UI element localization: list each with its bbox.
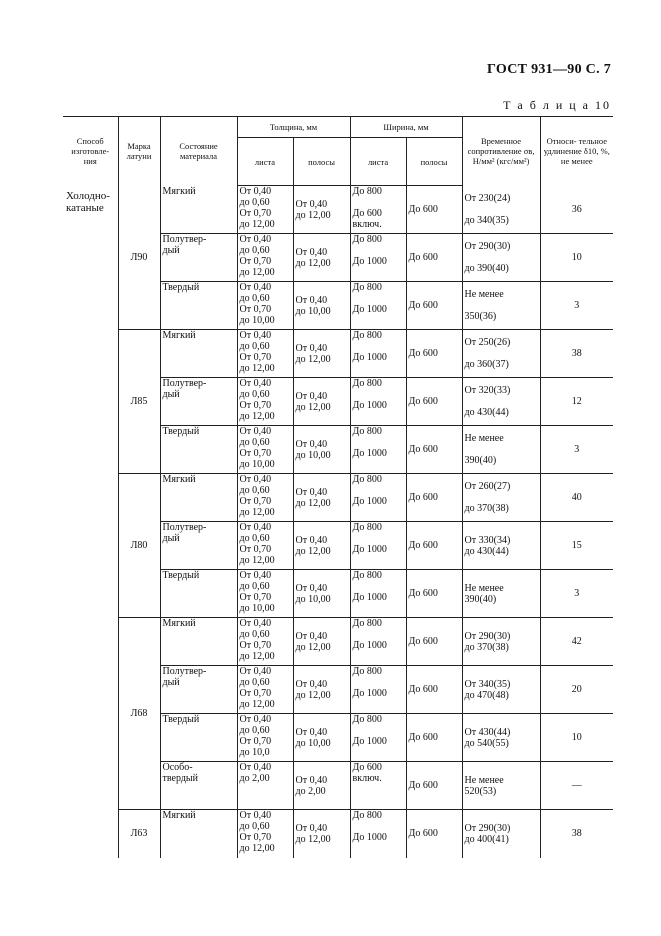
grade-cell: Л63 bbox=[118, 810, 160, 858]
strength-cell: От 340(35) до 470(48) bbox=[462, 666, 540, 714]
state-cell: Мягкий bbox=[160, 330, 237, 378]
strength-cell: От 290(30) до 390(40) bbox=[462, 234, 540, 282]
state-cell: Мягкий bbox=[160, 186, 237, 234]
col-width-sheets: листа bbox=[350, 138, 406, 186]
elongation-cell: 38 bbox=[540, 810, 613, 858]
width-strip-cell: До 600 bbox=[406, 426, 462, 474]
width-sheet-cell: До 800 До 1000 bbox=[350, 570, 406, 618]
width-strip-cell: До 600 bbox=[406, 522, 462, 570]
strength-cell: От 330(34) до 430(44) bbox=[462, 522, 540, 570]
strength-cell: Не менее 390(40) bbox=[462, 426, 540, 474]
thickness-strip-cell: От 0,40 до 12,00 bbox=[293, 186, 350, 234]
thickness-sheet-cell: От 0,40 до 0,60 От 0,70 до 12,00 bbox=[237, 522, 293, 570]
elongation-cell: — bbox=[540, 762, 613, 810]
elongation-cell: 10 bbox=[540, 234, 613, 282]
document-reference: ГОСТ 931—90 С. 7 bbox=[487, 62, 611, 77]
width-strip-cell: До 600 bbox=[406, 234, 462, 282]
thickness-sheet-cell: От 0,40 до 0,60 От 0,70 до 12,00 bbox=[237, 810, 293, 858]
state-cell: Полутвер- дый bbox=[160, 522, 237, 570]
elongation-cell: 36 bbox=[540, 186, 613, 234]
thickness-strip-cell: От 0,40 до 12,00 bbox=[293, 474, 350, 522]
table-row bbox=[63, 618, 613, 666]
state-cell: Мягкий bbox=[160, 810, 237, 858]
thickness-strip-cell: От 0,40 до 10,00 bbox=[293, 570, 350, 618]
width-sheet-cell: До 600 включ. bbox=[350, 762, 406, 810]
width-sheet-cell: До 800 До 1000 bbox=[350, 522, 406, 570]
thickness-strip-cell: От 0,40 до 12,00 bbox=[293, 378, 350, 426]
brass-properties-table bbox=[63, 116, 613, 858]
strength-cell: От 430(44) до 540(55) bbox=[462, 714, 540, 762]
thickness-sheet-cell: От 0,40 до 0,60 От 0,70 до 12,00 bbox=[237, 378, 293, 426]
thickness-sheet-cell: От 0,40 до 0,60 От 0,70 до 12,00 bbox=[237, 330, 293, 378]
state-cell: Твердый bbox=[160, 426, 237, 474]
width-sheet-cell: До 800 До 1000 bbox=[350, 282, 406, 330]
thickness-strip-cell: От 0,40 до 12,00 bbox=[293, 618, 350, 666]
width-sheet-cell: До 800 До 1000 bbox=[350, 234, 406, 282]
thickness-strip-cell: От 0,40 до 12,00 bbox=[293, 666, 350, 714]
table-row bbox=[63, 474, 613, 522]
elongation-cell: 12 bbox=[540, 378, 613, 426]
state-cell: Мягкий bbox=[160, 618, 237, 666]
thickness-sheet-cell: От 0,40 до 0,60 От 0,70 до 12,00 bbox=[237, 234, 293, 282]
grade-cell: Л90 bbox=[118, 186, 160, 330]
table-caption: Т а б л и ц а 10 bbox=[503, 98, 611, 112]
width-strip-cell: До 600 bbox=[406, 378, 462, 426]
width-strip-cell: До 600 bbox=[406, 474, 462, 522]
state-cell: Полутвер- дый bbox=[160, 378, 237, 426]
strength-cell: От 260(27) до 370(38) bbox=[462, 474, 540, 522]
width-strip-cell: До 600 bbox=[406, 186, 462, 234]
state-cell: Твердый bbox=[160, 714, 237, 762]
width-strip-cell: До 600 bbox=[406, 282, 462, 330]
width-sheet-cell: До 800 До 1000 bbox=[350, 378, 406, 426]
width-strip-cell: До 600 bbox=[406, 618, 462, 666]
width-strip-cell: До 600 bbox=[406, 330, 462, 378]
col-grade: Марка латуни bbox=[118, 117, 160, 186]
grade-cell: Л80 bbox=[118, 474, 160, 618]
width-sheet-cell: До 800 До 600 включ. bbox=[350, 186, 406, 234]
table-row bbox=[63, 330, 613, 378]
width-sheet-cell: До 800 До 1000 bbox=[350, 714, 406, 762]
col-thickness-sheets: листа bbox=[237, 138, 293, 186]
thickness-strip-cell: От 0,40 до 12,00 bbox=[293, 234, 350, 282]
thickness-strip-cell: От 0,40 до 2,00 bbox=[293, 762, 350, 810]
width-sheet-cell: До 800 До 1000 bbox=[350, 474, 406, 522]
strength-cell: Не менее 390(40) bbox=[462, 570, 540, 618]
width-sheet-cell: До 800 До 1000 bbox=[350, 330, 406, 378]
thickness-strip-cell: От 0,40 до 10,00 bbox=[293, 282, 350, 330]
elongation-cell: 20 bbox=[540, 666, 613, 714]
col-strength: Временное сопротивление σв, Н/мм² (кгс/мм²) bbox=[462, 117, 540, 186]
strength-cell: От 290(30) до 400(41) bbox=[462, 810, 540, 858]
state-cell: Твердый bbox=[160, 282, 237, 330]
strength-cell: От 320(33) до 430(44) bbox=[462, 378, 540, 426]
elongation-cell: 40 bbox=[540, 474, 613, 522]
thickness-strip-cell: От 0,40 до 10,00 bbox=[293, 714, 350, 762]
thickness-sheet-cell: От 0,40 до 0,60 От 0,70 до 12,00 bbox=[237, 618, 293, 666]
col-width-strips: полосы bbox=[406, 138, 462, 186]
col-width: Ширина, мм bbox=[350, 117, 462, 138]
col-state: Состояние материала bbox=[160, 117, 237, 186]
grade-cell: Л85 bbox=[118, 330, 160, 474]
thickness-strip-cell: От 0,40 до 12,00 bbox=[293, 330, 350, 378]
strength-cell: От 230(24) до 340(35) bbox=[462, 186, 540, 234]
strength-cell: Не менее 350(36) bbox=[462, 282, 540, 330]
thickness-strip-cell: От 0,40 до 10,00 bbox=[293, 426, 350, 474]
width-sheet-cell: До 800 До 1000 bbox=[350, 810, 406, 858]
col-elongation: Относи- тельное удлинение δ10, %, не менее bbox=[540, 117, 613, 186]
elongation-cell: 42 bbox=[540, 618, 613, 666]
width-sheet-cell: До 800 До 1000 bbox=[350, 618, 406, 666]
thickness-strip-cell: От 0,40 до 12,00 bbox=[293, 522, 350, 570]
thickness-sheet-cell: От 0,40 до 0,60 От 0,70 до 12,00 bbox=[237, 474, 293, 522]
state-cell: Полутвер- дый bbox=[160, 234, 237, 282]
grade-cell: Л68 bbox=[118, 618, 160, 810]
width-sheet-cell: До 800 До 1000 bbox=[350, 426, 406, 474]
table-row bbox=[63, 810, 613, 858]
thickness-sheet-cell: От 0,40 до 0,60 От 0,70 до 10,00 bbox=[237, 426, 293, 474]
strength-cell: От 250(26) до 360(37) bbox=[462, 330, 540, 378]
thickness-sheet-cell: От 0,40 до 2,00 bbox=[237, 762, 293, 810]
width-strip-cell: До 600 bbox=[406, 762, 462, 810]
strength-cell: От 290(30) до 370(38) bbox=[462, 618, 540, 666]
thickness-sheet-cell: От 0,40 до 0,60 От 0,70 до 10,0 bbox=[237, 714, 293, 762]
elongation-cell: 38 bbox=[540, 330, 613, 378]
width-strip-cell: До 600 bbox=[406, 570, 462, 618]
width-strip-cell: До 600 bbox=[406, 714, 462, 762]
width-sheet-cell: До 800 До 1000 bbox=[350, 666, 406, 714]
thickness-strip-cell: От 0,40 до 12,00 bbox=[293, 810, 350, 858]
elongation-cell: 3 bbox=[540, 282, 613, 330]
state-cell: Твердый bbox=[160, 570, 237, 618]
col-thickness-strips: полосы bbox=[293, 138, 350, 186]
thickness-sheet-cell: От 0,40 до 0,60 От 0,70 до 12,00 bbox=[237, 186, 293, 234]
thickness-sheet-cell: От 0,40 до 0,60 От 0,70 до 10,00 bbox=[237, 282, 293, 330]
state-cell: Особо- твердый bbox=[160, 762, 237, 810]
width-strip-cell: До 600 bbox=[406, 810, 462, 858]
elongation-cell: 3 bbox=[540, 426, 613, 474]
state-cell: Полутвер- дый bbox=[160, 666, 237, 714]
state-cell: Мягкий bbox=[160, 474, 237, 522]
method-cell: Холодно- катаные bbox=[66, 189, 110, 214]
elongation-cell: 3 bbox=[540, 570, 613, 618]
table-row bbox=[63, 186, 613, 234]
thickness-sheet-cell: От 0,40 до 0,60 От 0,70 до 12,00 bbox=[237, 666, 293, 714]
width-strip-cell: До 600 bbox=[406, 666, 462, 714]
col-method: Способ изготовле- ния bbox=[63, 117, 118, 186]
strength-cell: Не менее 520(53) bbox=[462, 762, 540, 810]
elongation-cell: 15 bbox=[540, 522, 613, 570]
thickness-sheet-cell: От 0,40 до 0,60 От 0,70 до 10,00 bbox=[237, 570, 293, 618]
col-thickness: Толщина, мм bbox=[237, 117, 350, 138]
elongation-cell: 10 bbox=[540, 714, 613, 762]
